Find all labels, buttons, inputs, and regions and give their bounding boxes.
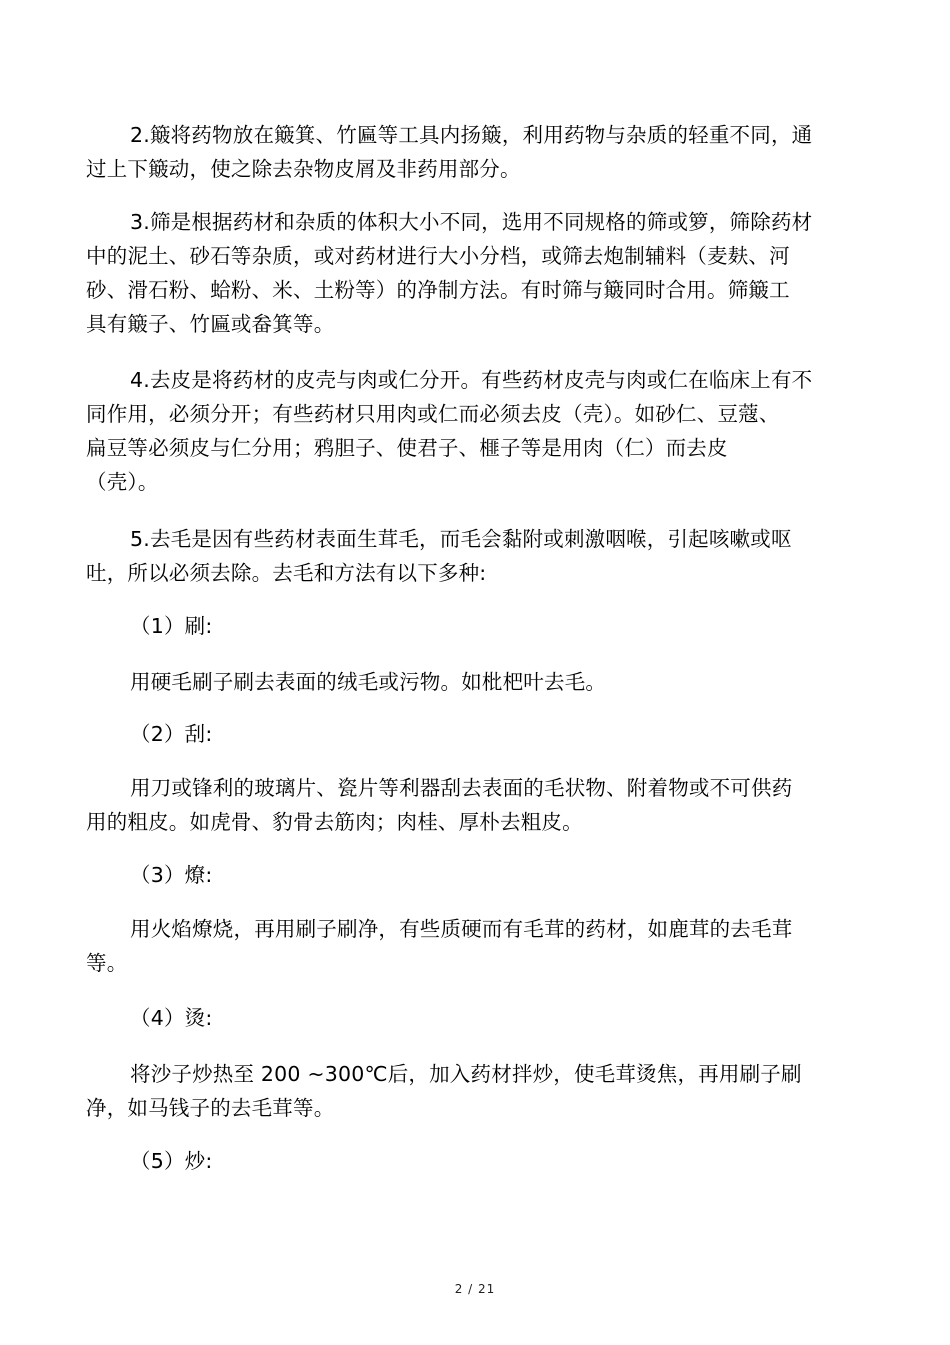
- subheading-singeing: [86, 858, 818, 892]
- text-line: 具有簸子、竹匾或畚箕等。: [86, 312, 335, 336]
- text-line: 2.簸将药物放在簸箕、竹匾等工具内扬簸，利用药物与杂质的轻重不同，通: [130, 123, 813, 147]
- subheading-scalding: [86, 1001, 818, 1035]
- paragraph-scraping: [86, 771, 818, 839]
- text-line: 过上下簸动，使之除去杂物皮屑及非药用部分。: [86, 157, 521, 181]
- subheading-text: （4）烫:: [130, 1006, 213, 1030]
- paragraph-dehairing: [86, 522, 818, 590]
- subheading-text: （3）燎:: [130, 863, 213, 887]
- text-line: 吐，所以必须去除。去毛和方法有以下多种:: [86, 561, 487, 585]
- text-line: 砂、滑石粉、蛤粉、米、土粉等）的净制方法。有时筛与簸同时合用。筛簸工: [86, 278, 790, 302]
- text-line: 用硬毛刷子刷去表面的绒毛或污物。如枇杷叶去毛。: [130, 670, 607, 694]
- subheading-brushing: [86, 609, 818, 643]
- text-line: 3.筛是根据药材和杂质的体积大小不同，选用不同规格的筛或箩，筛除药材: [130, 210, 813, 234]
- text-line: 用火焰燎烧，再用刷子刷净，有些质硬而有毛茸的药材，如鹿茸的去毛茸: [130, 917, 793, 941]
- subheading-text: （1）刷:: [130, 614, 213, 638]
- subheading-text: （2）刮:: [130, 722, 213, 746]
- paragraph-winnowing: [86, 118, 818, 186]
- text-line: 净，如马钱子的去毛茸等。: [86, 1096, 335, 1120]
- text-line: （壳）。: [86, 470, 159, 494]
- paragraph-brushing: [86, 665, 818, 699]
- text-line: 5.去毛是因有些药材表面生茸毛，而毛会黏附或刺激咽喉，引起咳嗽或呕: [130, 527, 792, 551]
- subheading-stir-frying: [86, 1144, 818, 1178]
- page-number: 2 / 21: [454, 1282, 496, 1296]
- text-line: 将沙子炒热至 200 ~300℃后，加入药材拌炒，使毛茸烫焦，再用刷子刷: [130, 1062, 802, 1086]
- text-line: 用的粗皮。如虎骨、豹骨去筋肉；肉桂、厚朴去粗皮。: [86, 810, 583, 834]
- paragraph-scalding: [86, 1057, 818, 1125]
- text-line: 同作用，必须分开；有些药材只用肉或仁而必须去皮（壳）。如砂仁、豆蔻、: [86, 402, 780, 426]
- text-line: 用刀或锋利的玻璃片、瓷片等利器刮去表面的毛状物、附着物或不可供药: [130, 776, 793, 800]
- paragraph-singeing: [86, 912, 818, 980]
- paragraph-peeling: [86, 363, 818, 499]
- text-line: 中的泥土、砂石等杂质，或对药材进行大小分档，或筛去炮制辅料（麦麸、河: [86, 244, 790, 268]
- text-line: 扁豆等必须皮与仁分用；鸦胆子、使君子、榧子等是用肉（仁）而去皮: [86, 436, 728, 460]
- subheading-scraping: [86, 717, 818, 751]
- subheading-text: （5）炒:: [130, 1149, 213, 1173]
- paragraph-sieving: [86, 205, 818, 341]
- text-line: 等。: [86, 951, 128, 975]
- text-line: 4.去皮是将药材的皮壳与肉或仁分开。有些药材皮壳与肉或仁在临床上有不: [130, 368, 813, 392]
